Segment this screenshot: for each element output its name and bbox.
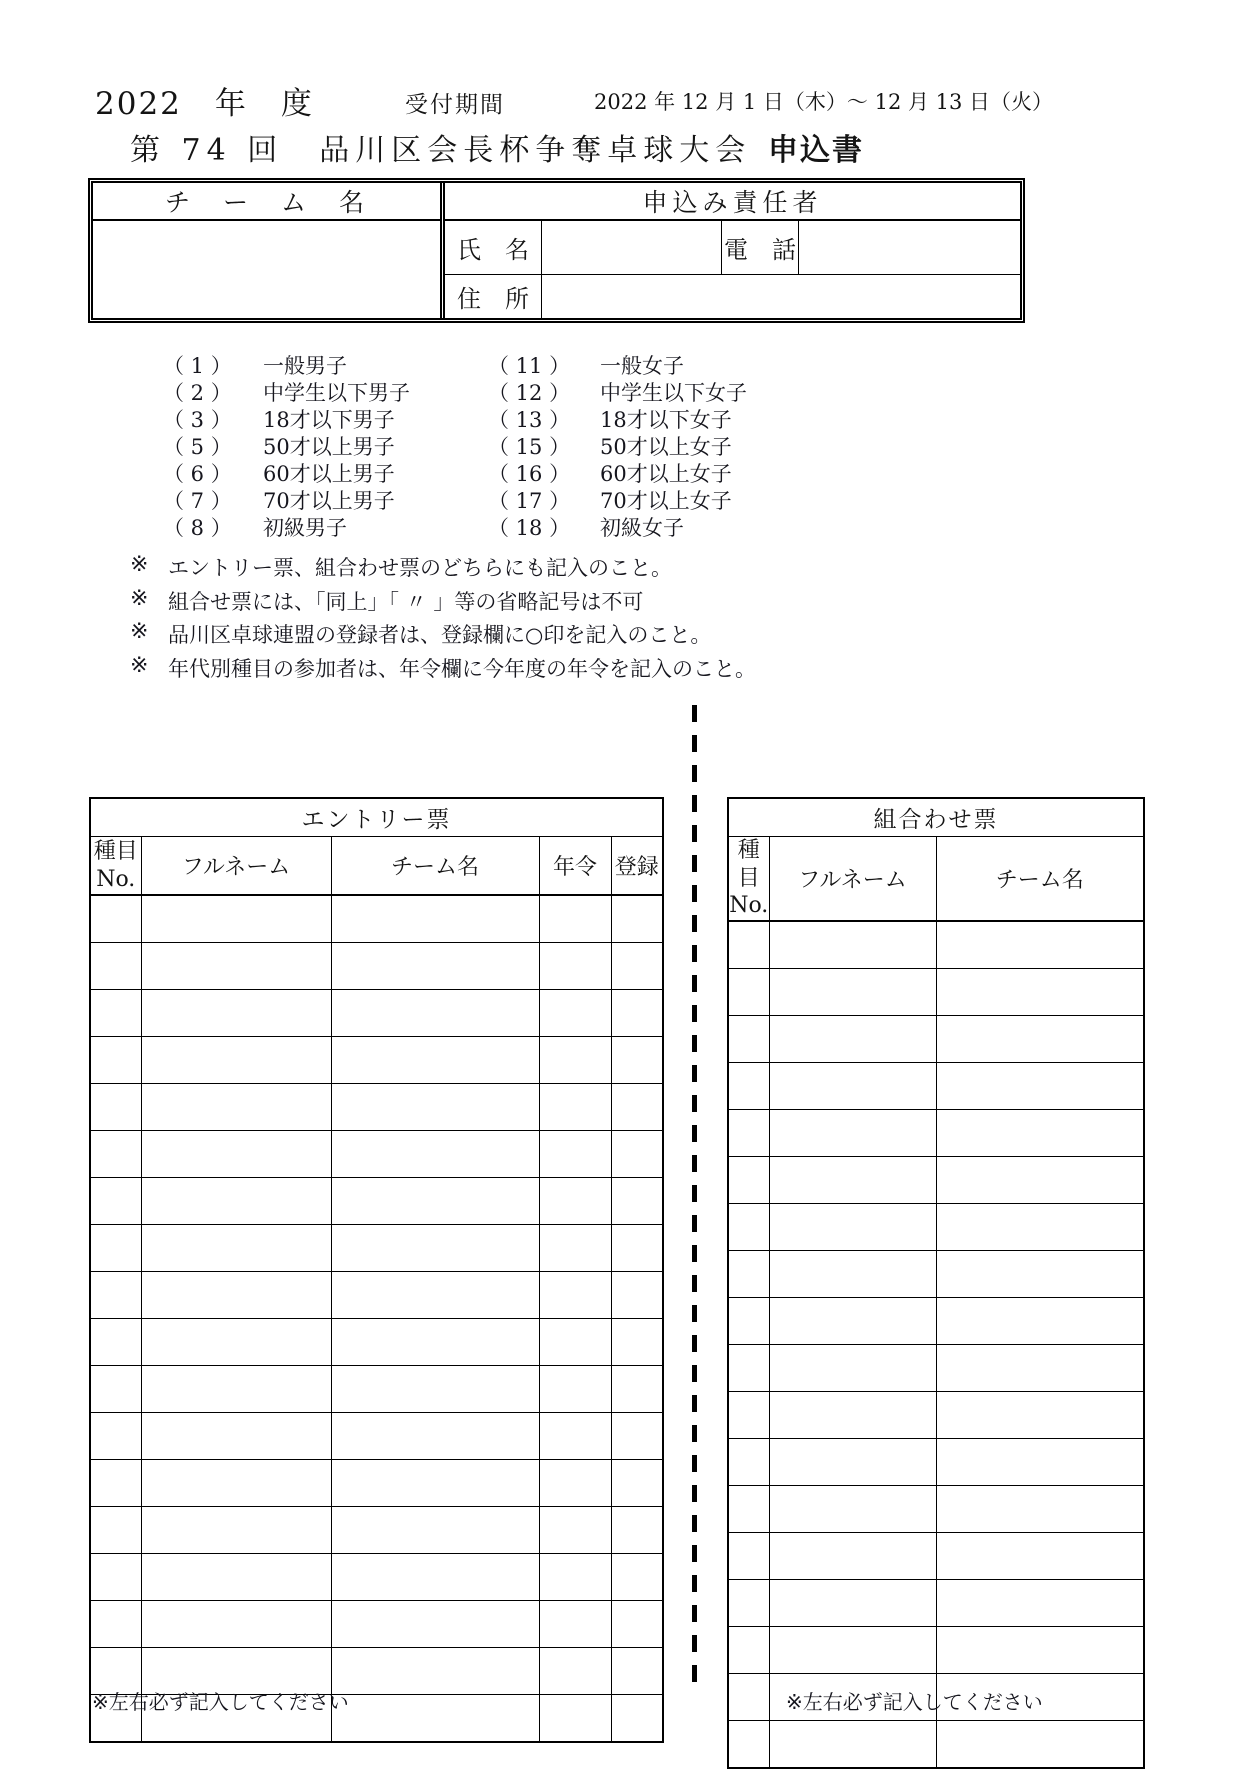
combination-blank-row-cell: [936, 1579, 1144, 1626]
category-no-right: （ 18 ）: [488, 516, 571, 540]
combination-blank-row: [728, 1626, 1144, 1673]
entry-blank-row-cell: [539, 1460, 611, 1507]
note-line: [130, 653, 756, 687]
entry-col-registered: 登録: [611, 837, 663, 896]
entry-blank-row-cell: [611, 1131, 663, 1178]
instruction-notes: [130, 552, 756, 686]
combination-blank-row-cell: [936, 1344, 1144, 1391]
combination-blank-row: [728, 1109, 1144, 1156]
combination-blank-row-cell: [936, 1438, 1144, 1485]
entry-blank-row: [90, 943, 663, 990]
entry-blank-row: [90, 895, 663, 943]
combination-col-category-no: 種目 No.: [728, 837, 769, 921]
entry-blank-row-cell: [141, 1131, 331, 1178]
note-asterisk-mark: ※: [130, 585, 149, 611]
team-name-header: チ ー ム 名: [93, 183, 440, 221]
entry-blank-row-cell: [331, 1131, 539, 1178]
note-asterisk-mark: ※: [130, 552, 149, 577]
entry-blank-row-cell: [611, 1225, 663, 1272]
combination-sheet-title: 組合わせ票: [728, 798, 1144, 837]
entry-blank-row-cell: [141, 1178, 331, 1225]
entry-blank-row-cell: [90, 1460, 141, 1507]
entry-blank-row-cell: [141, 1601, 331, 1648]
entry-blank-row-cell: [611, 1648, 663, 1695]
category-label-left: 中学生以下男子: [263, 381, 410, 405]
address-field: [542, 275, 1020, 318]
entry-blank-row: [90, 1319, 663, 1366]
entry-blank-row-cell: [90, 1601, 141, 1648]
entry-blank-row-cell: [331, 1084, 539, 1131]
entry-blank-row-cell: [331, 1413, 539, 1460]
combination-blank-row-cell: [728, 1015, 769, 1062]
entry-blank-row-cell: [611, 1178, 663, 1225]
entry-blank-row: [90, 1460, 663, 1507]
entry-blank-row-cell: [331, 1366, 539, 1413]
combination-blank-row-cell: [728, 1438, 769, 1485]
combination-blank-row-cell: [728, 1391, 769, 1438]
combination-blank-row-cell: [769, 921, 936, 969]
category-no-left: （ 7 ）: [163, 489, 232, 513]
entry-blank-row-cell: [539, 990, 611, 1037]
entry-blank-row: [90, 1554, 663, 1601]
combination-blank-row-cell: [728, 1109, 769, 1156]
manager-name-phone-row: [445, 221, 1020, 275]
combination-blank-row-cell: [769, 1344, 936, 1391]
combination-blank-row-cell: [728, 968, 769, 1015]
entry-blank-row-cell: [90, 1507, 141, 1554]
combination-blank-row-cell: [769, 1297, 936, 1344]
entry-blank-row-cell: [539, 1272, 611, 1319]
entry-blank-row-cell: [141, 1460, 331, 1507]
entry-blank-row-cell: [331, 1272, 539, 1319]
entry-blank-row-cell: [141, 1366, 331, 1413]
combination-blank-row: [728, 1344, 1144, 1391]
category-no-right: （ 13 ）: [488, 408, 571, 432]
entry-blank-row-cell: [331, 1460, 539, 1507]
combination-blank-row: [728, 1297, 1144, 1344]
combination-blank-row-cell: [936, 921, 1144, 969]
entry-blank-row-cell: [539, 1131, 611, 1178]
note-text: 組合せ票には、「同上」「 〃 」等の省略記号は不可: [168, 589, 644, 614]
entry-blank-row-cell: [331, 1648, 539, 1695]
note-line: [130, 552, 756, 586]
entry-blank-row-cell: [331, 1695, 539, 1743]
entry-blank-row-cell: [611, 1507, 663, 1554]
entry-blank-row: [90, 1131, 663, 1178]
entry-blank-row-cell: [539, 1648, 611, 1695]
combination-blank-row-cell: [936, 1015, 1144, 1062]
entry-blank-row: [90, 1507, 663, 1554]
category-no-left: （ 5 ）: [163, 435, 232, 459]
category-label-left: 70才以上男子: [263, 489, 395, 513]
combination-blank-row-cell: [769, 1391, 936, 1438]
entry-blank-row-cell: [539, 1413, 611, 1460]
entry-blank-row-cell: [141, 895, 331, 943]
entry-blank-row: [90, 1413, 663, 1460]
category-no-right: （ 16 ）: [488, 462, 571, 486]
combination-blank-row-cell: [769, 1626, 936, 1673]
entry-blank-row-cell: [539, 1507, 611, 1554]
category-label-left: 50才以上男子: [263, 435, 395, 459]
entry-blank-row-cell: [90, 1272, 141, 1319]
application-form-label: 申込書: [768, 133, 864, 168]
entry-blank-row: [90, 1037, 663, 1084]
combination-blank-row-cell: [728, 1203, 769, 1250]
entry-blank-row-cell: [611, 1319, 663, 1366]
entry-blank-row-cell: [141, 1272, 331, 1319]
entry-blank-row: [90, 1178, 663, 1225]
entry-blank-row-cell: [331, 895, 539, 943]
entry-blank-row-cell: [331, 1319, 539, 1366]
manager-header: 申込み責任者: [445, 183, 1020, 221]
combination-sheet-footnote: ※左右必ず記入してください: [786, 1690, 1043, 1714]
entry-blank-row-cell: [539, 895, 611, 943]
entry-blank-row-cell: [539, 1695, 611, 1743]
entry-blank-row-cell: [611, 1413, 663, 1460]
entry-blank-row-cell: [539, 1084, 611, 1131]
note-text: 品川区卓球連盟の登録者は、登録欄に○印を記入のこと。: [168, 623, 712, 647]
entry-sheet-footnote: ※左右必ず記入してください: [92, 1690, 349, 1714]
combination-blank-row: [728, 1203, 1144, 1250]
combination-blank-row-cell: [769, 1109, 936, 1156]
combination-col-team: チーム名: [936, 837, 1144, 921]
entry-blank-row-cell: [331, 1601, 539, 1648]
combination-blank-row-cell: [728, 1673, 769, 1720]
combination-blank-row-cell: [728, 1344, 769, 1391]
category-label-right: 中学生以下女子: [600, 381, 747, 405]
combination-blank-row-cell: [728, 1532, 769, 1579]
combination-blank-row: [728, 968, 1144, 1015]
entry-blank-row-cell: [90, 1319, 141, 1366]
category-label-right: 70才以上女子: [600, 489, 732, 513]
category-label-right: 一般女子: [600, 354, 684, 378]
team-name-section: [93, 183, 445, 318]
manager-address-row: [445, 275, 1020, 318]
entry-sheet-table: [89, 797, 664, 1743]
category-label-right: 初級女子: [600, 516, 684, 540]
fiscal-year-label: 2022 年 度: [95, 86, 314, 122]
category-no-right: （ 12 ）: [488, 381, 571, 405]
entry-blank-row-cell: [331, 943, 539, 990]
note-asterisk-mark: ※: [130, 652, 149, 678]
entry-blank-row-cell: [611, 1037, 663, 1084]
combination-blank-row-cell: [728, 1485, 769, 1532]
entry-blank-row-cell: [90, 1554, 141, 1601]
entry-blank-row-cell: [611, 1695, 663, 1743]
category-label-left: 18才以下男子: [263, 408, 395, 432]
combination-blank-row-cell: [936, 1062, 1144, 1109]
combination-blank-row-cell: [769, 1015, 936, 1062]
entry-blank-row-cell: [331, 1554, 539, 1601]
entry-blank-row-cell: [141, 1507, 331, 1554]
reception-period-label: 受付期間: [405, 92, 505, 118]
combination-blank-row: [728, 1438, 1144, 1485]
entry-blank-row-cell: [90, 1084, 141, 1131]
combination-blank-row-cell: [769, 1579, 936, 1626]
combination-blank-row: [728, 1156, 1144, 1203]
team-name-field: [93, 221, 440, 318]
entry-col-fullname: フルネーム: [141, 837, 331, 896]
combination-blank-row-cell: [936, 1297, 1144, 1344]
entry-blank-row-cell: [90, 1037, 141, 1084]
note-text: エントリー票、組合わせ票のどちらにも記入のこと。: [168, 556, 672, 580]
entry-blank-row-cell: [90, 1131, 141, 1178]
entry-blank-row-cell: [611, 1554, 663, 1601]
entry-blank-row-cell: [331, 1225, 539, 1272]
combination-blank-row-cell: [728, 1156, 769, 1203]
entry-blank-row: [90, 990, 663, 1037]
entry-blank-row-cell: [331, 1507, 539, 1554]
entry-blank-row-cell: [141, 990, 331, 1037]
combination-blank-row-cell: [728, 921, 769, 969]
entry-blank-row-cell: [539, 943, 611, 990]
category-no-right: （ 17 ）: [488, 489, 571, 513]
entry-blank-row-cell: [141, 1319, 331, 1366]
category-label-left: 初級男子: [263, 516, 347, 540]
combination-blank-row: [728, 1015, 1144, 1062]
entry-blank-row-cell: [90, 1225, 141, 1272]
name-label: 氏 名: [445, 221, 542, 274]
manager-section: [445, 183, 1020, 318]
entry-blank-row-cell: [141, 943, 331, 990]
entry-blank-row-cell: [539, 1319, 611, 1366]
entry-blank-row-cell: [90, 1413, 141, 1460]
combination-blank-row: [728, 1250, 1144, 1297]
tournament-title: 第 74 回 品川区会長杯争奪卓球大会: [130, 133, 752, 168]
combination-blank-row-cell: [728, 1250, 769, 1297]
entry-blank-row-cell: [141, 1413, 331, 1460]
entry-blank-row-cell: [141, 1554, 331, 1601]
entry-blank-row-cell: [539, 1178, 611, 1225]
event-category-list: [163, 350, 747, 539]
combination-blank-row: [728, 921, 1144, 969]
note-text: 年代別種目の参加者は、年令欄に今年度の年令を記入のこと。: [168, 656, 756, 681]
combination-blank-row-cell: [936, 1156, 1144, 1203]
entry-sheet-title: エントリー票: [90, 798, 663, 837]
combination-blank-row-cell: [769, 1203, 936, 1250]
combination-blank-row: [728, 1532, 1144, 1579]
combination-blank-row-cell: [936, 1391, 1144, 1438]
address-label: 住 所: [445, 275, 542, 318]
cut-line: [692, 705, 697, 1693]
combination-blank-row-cell: [728, 1297, 769, 1344]
entry-blank-row: [90, 1366, 663, 1413]
category-no-right: （ 15 ）: [488, 435, 571, 459]
entry-blank-row-cell: [141, 1084, 331, 1131]
combination-blank-row-cell: [936, 1109, 1144, 1156]
reception-period-dates: 2022 年 12 月 1 日（木）～ 12 月 13 日（火）: [594, 90, 1054, 114]
entry-blank-row-cell: [141, 1037, 331, 1084]
combination-blank-row-cell: [936, 968, 1144, 1015]
category-no-left: （ 8 ）: [163, 516, 232, 540]
applicant-info-box: [88, 178, 1025, 323]
combination-blank-row-cell: [769, 1532, 936, 1579]
name-field: [542, 221, 722, 274]
combination-blank-row-cell: [769, 1485, 936, 1532]
combination-blank-row-cell: [769, 1156, 936, 1203]
combination-blank-row: [728, 1579, 1144, 1626]
entry-blank-row: [90, 1084, 663, 1131]
note-line: [130, 619, 756, 653]
category-no-left: （ 6 ）: [163, 462, 232, 486]
category-label-right: 60才以上女子: [600, 462, 732, 486]
entry-blank-row-cell: [611, 1601, 663, 1648]
category-no-left: （ 3 ）: [163, 408, 232, 432]
combination-blank-row: [728, 1062, 1144, 1109]
entry-blank-row-cell: [539, 1601, 611, 1648]
entry-col-age: 年令: [539, 837, 611, 896]
note-asterisk-mark: ※: [130, 619, 149, 644]
combination-sheet-table: [727, 797, 1145, 1769]
combination-blank-row-cell: [936, 1485, 1144, 1532]
combination-blank-row-cell: [769, 1720, 936, 1768]
combination-blank-row-cell: [936, 1532, 1144, 1579]
entry-blank-row-cell: [90, 943, 141, 990]
entry-col-team: チーム名: [331, 837, 539, 896]
entry-blank-row-cell: [611, 1460, 663, 1507]
combination-blank-row-cell: [769, 1062, 936, 1109]
combination-blank-row-cell: [728, 1062, 769, 1109]
entry-blank-row-cell: [141, 1225, 331, 1272]
combination-blank-row-cell: [769, 1250, 936, 1297]
entry-blank-row-cell: [539, 1037, 611, 1084]
entry-blank-row-cell: [611, 1272, 663, 1319]
combination-blank-row-cell: [728, 1626, 769, 1673]
entry-blank-row-cell: [611, 1084, 663, 1131]
category-no-left: （ 1 ）: [163, 354, 232, 378]
note-line: [130, 586, 756, 620]
combination-blank-row-cell: [936, 1720, 1144, 1768]
combination-blank-row-cell: [769, 968, 936, 1015]
entry-blank-row-cell: [331, 1178, 539, 1225]
entry-blank-row-cell: [539, 1554, 611, 1601]
category-no-left: （ 2 ）: [163, 381, 232, 405]
phone-field: [799, 221, 1020, 274]
combination-blank-row-cell: [769, 1438, 936, 1485]
combination-blank-row-cell: [936, 1203, 1144, 1250]
combination-col-fullname: フルネーム: [769, 837, 936, 921]
entry-blank-row: [90, 1272, 663, 1319]
entry-blank-row-cell: [539, 1225, 611, 1272]
entry-blank-row-cell: [611, 990, 663, 1037]
entry-blank-row: [90, 1225, 663, 1272]
category-no-right: （ 11 ）: [488, 354, 571, 378]
entry-blank-row-cell: [611, 895, 663, 943]
combination-blank-row-cell: [728, 1720, 769, 1768]
entry-blank-row-cell: [611, 1366, 663, 1413]
category-label-right: 50才以上女子: [600, 435, 732, 459]
entry-blank-row-cell: [331, 1037, 539, 1084]
entry-blank-row-cell: [90, 990, 141, 1037]
phone-label: 電 話: [722, 221, 799, 274]
category-label-right: 18才以下女子: [600, 408, 732, 432]
combination-blank-row: [728, 1720, 1144, 1768]
combination-blank-row: [728, 1485, 1144, 1532]
combination-blank-row-cell: [936, 1250, 1144, 1297]
combination-blank-row-cell: [728, 1579, 769, 1626]
combination-blank-row-cell: [936, 1626, 1144, 1673]
entry-blank-row-cell: [331, 990, 539, 1037]
entry-blank-row: [90, 1601, 663, 1648]
category-label-left: 60才以上男子: [263, 462, 395, 486]
entry-blank-row-cell: [611, 943, 663, 990]
entry-blank-row-cell: [90, 1178, 141, 1225]
combination-blank-row: [728, 1391, 1144, 1438]
entry-blank-row-cell: [90, 1366, 141, 1413]
category-label-left: 一般男子: [263, 354, 347, 378]
entry-blank-row-cell: [539, 1366, 611, 1413]
entry-col-category-no: 種目 No.: [90, 837, 141, 896]
entry-blank-row-cell: [90, 895, 141, 943]
